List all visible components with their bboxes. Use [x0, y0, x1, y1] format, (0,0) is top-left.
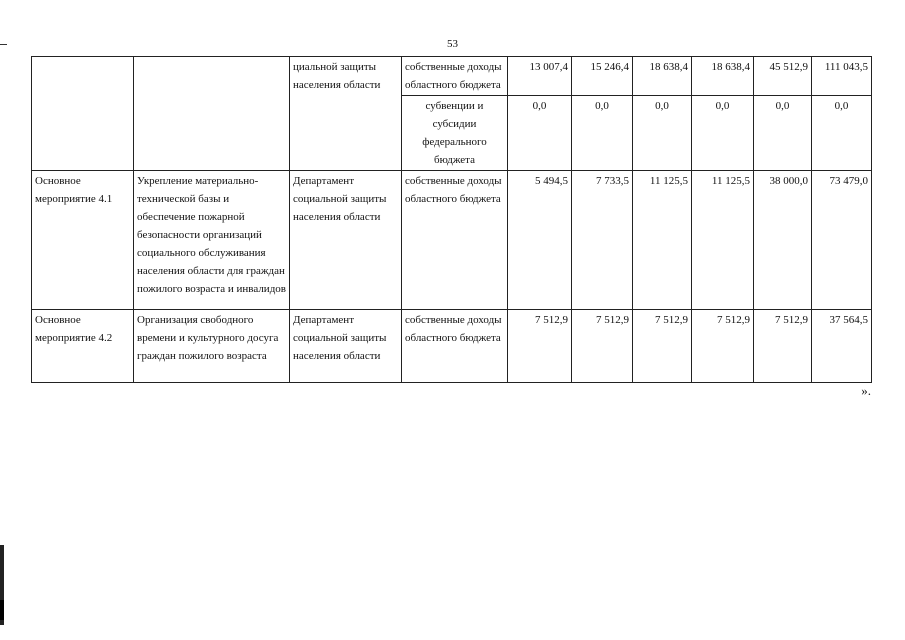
- page-number: 53: [447, 38, 458, 50]
- value-cell: 18 638,4: [633, 57, 692, 96]
- description-cell: Организация свободного времени и культурного досуга граждан пожилого возраста: [134, 310, 290, 383]
- closing-quote: ».: [861, 383, 871, 398]
- value-cell: 0,0: [692, 96, 754, 171]
- value-cell: 7 733,5: [572, 171, 633, 310]
- executor-cell: Департамент социальной защиты населения области: [290, 310, 402, 383]
- table-row: [32, 171, 872, 310]
- value-cell: 38 000,0: [754, 171, 812, 310]
- source-cell: собственные доходы областного бюджета: [402, 57, 508, 96]
- event-cell: Основное мероприятие 4.1: [32, 171, 134, 310]
- event-cell: Основное мероприятие 4.2: [32, 310, 134, 383]
- value-cell: 18 638,4: [692, 57, 754, 96]
- executor-cell: циальной защиты населения области: [290, 57, 402, 171]
- value-cell: 11 125,5: [692, 171, 754, 310]
- event-cell: [32, 57, 134, 171]
- value-cell: 11 125,5: [633, 171, 692, 310]
- value-cell: 7 512,9: [508, 310, 572, 383]
- source-cell: собственные доходы областного бюджета: [402, 171, 508, 310]
- value-cell: 7 512,9: [692, 310, 754, 383]
- budget-table: [31, 56, 872, 383]
- value-cell: 5 494,5: [508, 171, 572, 310]
- value-cell: 7 512,9: [633, 310, 692, 383]
- value-cell: 0,0: [508, 96, 572, 171]
- value-cell: 0,0: [812, 96, 872, 171]
- value-cell: 13 007,4: [508, 57, 572, 96]
- value-cell: 37 564,5: [812, 310, 872, 383]
- description-cell: [134, 57, 290, 171]
- value-cell: 45 512,9: [754, 57, 812, 96]
- binding-strip-dark: [0, 600, 4, 620]
- value-cell: 0,0: [572, 96, 633, 171]
- value-cell: 0,0: [754, 96, 812, 171]
- value-cell: 111 043,5: [812, 57, 872, 96]
- value-cell: 15 246,4: [572, 57, 633, 96]
- value-cell: 7 512,9: [572, 310, 633, 383]
- source-cell: собственные доходы областного бюджета: [402, 310, 508, 383]
- table-row: [32, 57, 872, 96]
- description-cell: Укрепление материально-технической базы и обеспечение пожарной безопасности организаций социального обслуживания населения области для граждан пожилого возраста и инвалидов: [134, 171, 290, 310]
- source-cell: субвенции и субсидии федерального бюджета: [402, 96, 508, 171]
- value-cell: 0,0: [633, 96, 692, 171]
- executor-cell: Департамент социальной защиты населения области: [290, 171, 402, 310]
- table-row: [32, 310, 872, 383]
- value-cell: 73 479,0: [812, 171, 872, 310]
- value-cell: 7 512,9: [754, 310, 812, 383]
